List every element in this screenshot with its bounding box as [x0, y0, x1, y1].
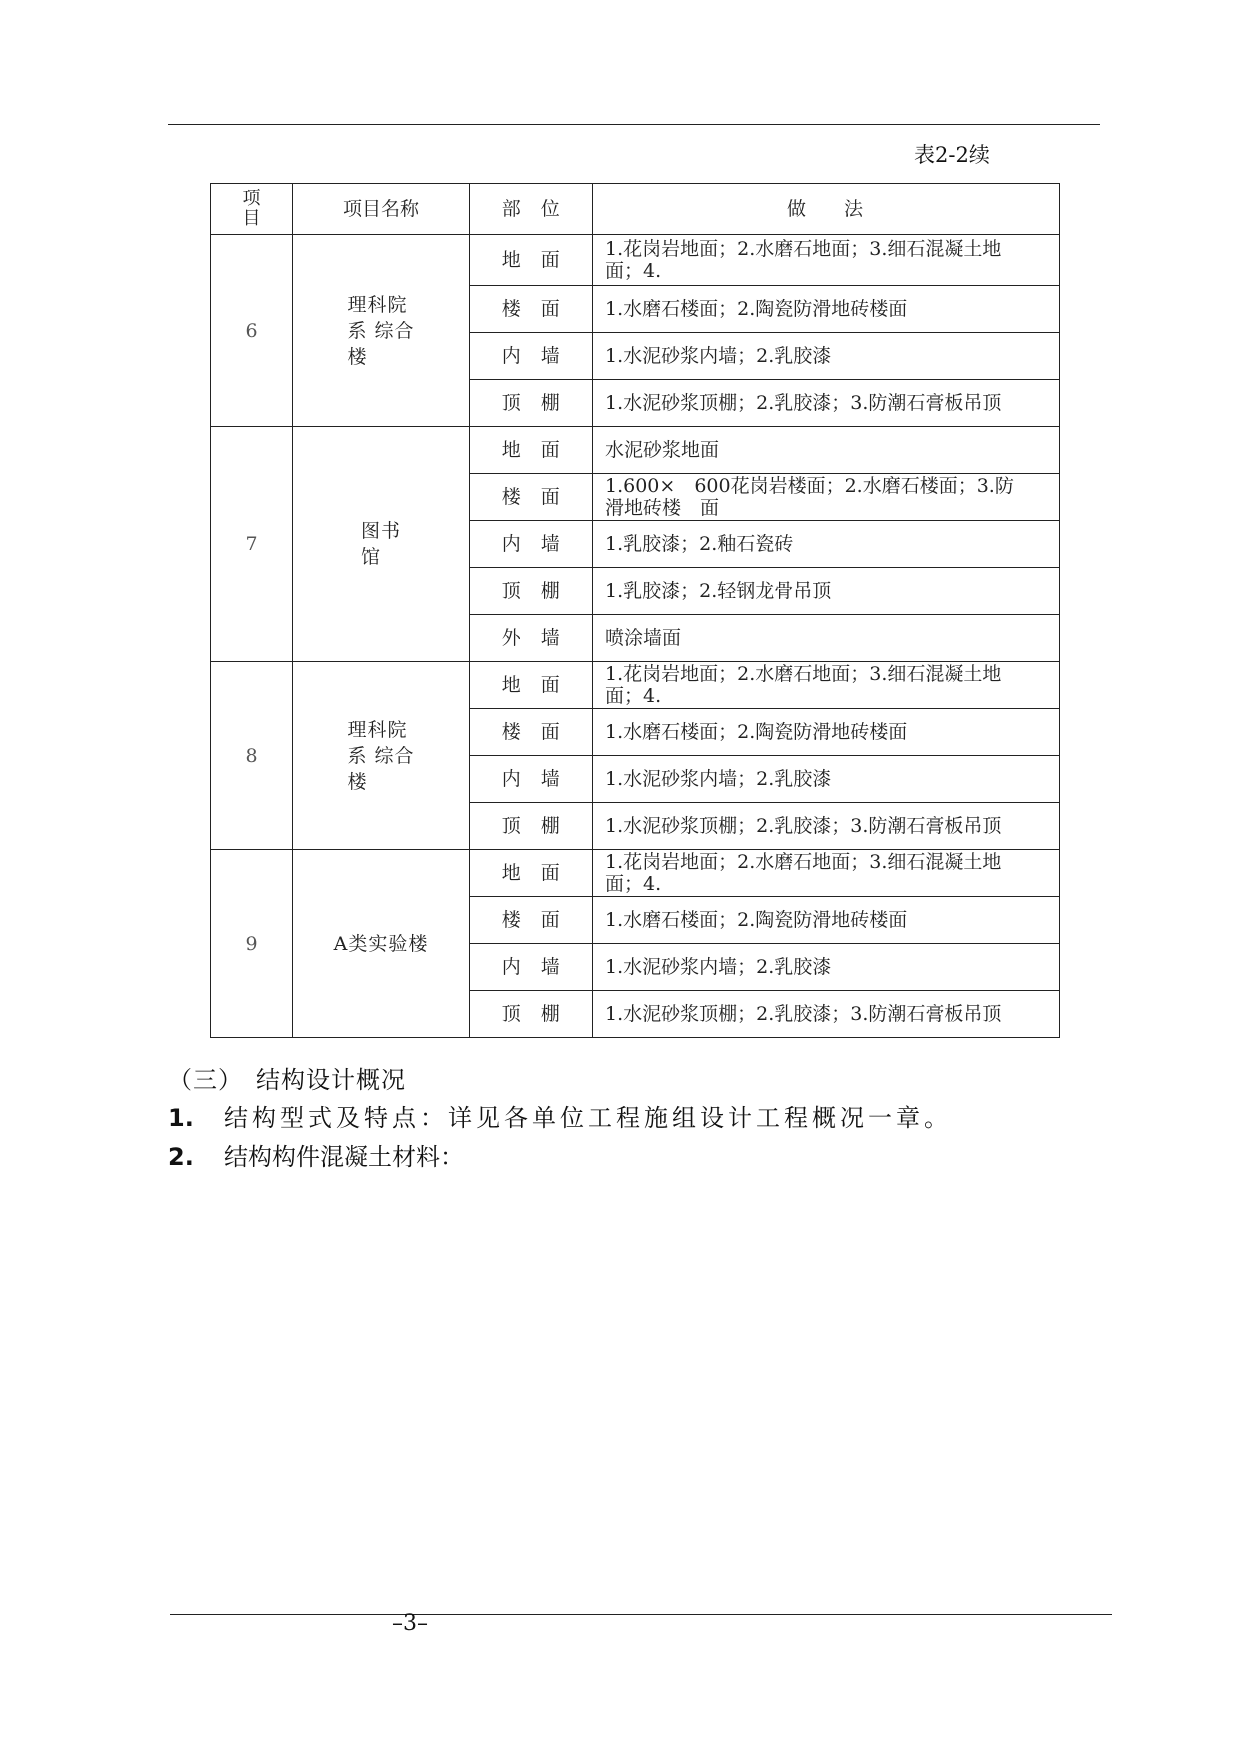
project-name-8 — [293, 662, 470, 850]
page-number: –3– — [392, 1611, 428, 1636]
project-name-text: 图书 馆 — [360, 520, 401, 568]
part-cell: 内 墙 — [470, 756, 593, 803]
table-row — [211, 662, 1060, 709]
project-no-9: 9 — [211, 850, 293, 1038]
table-header-row — [211, 184, 1060, 235]
method-cell: 水泥砂浆地面 — [593, 427, 1060, 474]
header-rule — [168, 124, 1100, 125]
method-cell: 1.花岗岩地面；2.水磨石地面；3.细石混凝土地 面；4. — [593, 662, 1060, 709]
list-item-text: 结构型式及特点：详见各单位工程施组设计工程概况一章。 — [224, 1104, 952, 1132]
part-cell: 外 墙 — [470, 615, 593, 662]
project-name-6 — [293, 235, 470, 427]
method-cell: 1.水泥砂浆顶棚；2.乳胶漆；3.防潮石膏板吊顶 — [593, 380, 1060, 427]
part-cell: 顶 棚 — [470, 568, 593, 615]
table-row — [211, 427, 1060, 474]
method-cell: 1.水磨石楼面；2.陶瓷防滑地砖楼面 — [593, 897, 1060, 944]
part-cell: 地 面 — [470, 235, 593, 286]
part-cell: 楼 面 — [470, 897, 593, 944]
method-cell: 1.水泥砂浆内墙；2.乳胶漆 — [593, 333, 1060, 380]
finishes-table — [210, 183, 1060, 1038]
part-cell: 地 面 — [470, 850, 593, 897]
method-cell: 1.花岗岩地面；2.水磨石地面；3.细石混凝土地 面；4. — [593, 850, 1060, 897]
part-cell: 地 面 — [470, 427, 593, 474]
footer-rule — [170, 1614, 1112, 1615]
method-cell: 喷涂墙面 — [593, 615, 1060, 662]
part-cell: 顶 棚 — [470, 803, 593, 850]
list-item-number: 1. — [168, 1104, 194, 1132]
header-method: 做 法 — [593, 184, 1060, 235]
list-item — [168, 1098, 952, 1133]
part-cell: 内 墙 — [470, 521, 593, 568]
project-name-9 — [293, 850, 470, 1038]
method-cell: 1.水磨石楼面；2.陶瓷防滑地砖楼面 — [593, 286, 1060, 333]
table-row — [211, 850, 1060, 897]
method-cell: 1.600× 600花岗岩楼面；2.水磨石楼面；3.防 滑地砖楼 面 — [593, 474, 1060, 521]
part-cell: 楼 面 — [470, 474, 593, 521]
header-project-name: 项目名称 — [293, 184, 470, 235]
project-no-8: 8 — [211, 662, 293, 850]
part-cell: 内 墙 — [470, 333, 593, 380]
part-cell: 楼 面 — [470, 286, 593, 333]
method-cell: 1.乳胶漆；2.釉石瓷砖 — [593, 521, 1060, 568]
method-cell: 1.水磨石楼面；2.陶瓷防滑地砖楼面 — [593, 709, 1060, 756]
part-cell: 内 墙 — [470, 944, 593, 991]
method-cell: 1.水泥砂浆内墙；2.乳胶漆 — [593, 756, 1060, 803]
method-cell: 1.水泥砂浆内墙；2.乳胶漆 — [593, 944, 1060, 991]
section-heading: （三） 结构设计概况 — [168, 1066, 406, 1094]
table-caption: 表2-2续 — [914, 143, 990, 167]
header-part: 部 位 — [470, 184, 593, 235]
project-name-text: A类实验楼 — [333, 932, 429, 955]
table-row — [211, 235, 1060, 286]
project-name-text: 理科院 系 综合 楼 — [347, 718, 415, 793]
method-cell: 1.水泥砂浆顶棚；2.乳胶漆；3.防潮石膏板吊顶 — [593, 803, 1060, 850]
project-no-6: 6 — [211, 235, 293, 427]
part-cell: 顶 棚 — [470, 380, 593, 427]
header-project-no: 项 目 — [211, 184, 293, 235]
method-cell: 1.乳胶漆；2.轻钢龙骨吊顶 — [593, 568, 1060, 615]
list-item-text: 结构构件混凝土材料： — [224, 1143, 464, 1171]
part-cell: 楼 面 — [470, 709, 593, 756]
part-cell: 地 面 — [470, 662, 593, 709]
method-cell: 1.花岗岩地面；2.水磨石地面；3.细石混凝土地 面；4. — [593, 235, 1060, 286]
project-no-7: 7 — [211, 427, 293, 662]
project-name-7 — [293, 427, 470, 662]
list-item-number: 2. — [168, 1143, 194, 1171]
list-item — [168, 1137, 464, 1172]
method-cell: 1.水泥砂浆顶棚；2.乳胶漆；3.防潮石膏板吊顶 — [593, 991, 1060, 1038]
part-cell: 顶 棚 — [470, 991, 593, 1038]
project-name-text: 理科院 系 综合 楼 — [347, 293, 415, 368]
